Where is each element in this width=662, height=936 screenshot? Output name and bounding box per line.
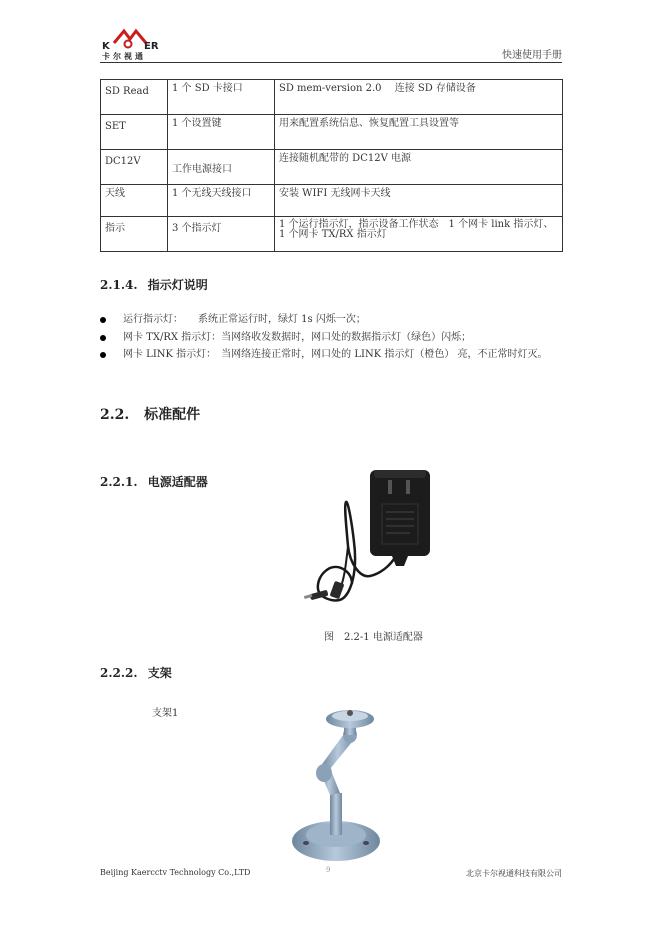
table-cell: 指示 bbox=[101, 217, 168, 252]
figure-caption: 图 2.2-1 电源适配器 bbox=[324, 632, 423, 643]
table-cell: 连接随机配带的 DC12V 电源 bbox=[275, 150, 563, 185]
logo-chinese-text: 卡尔视通 bbox=[102, 52, 146, 61]
table-cell: 1 个无线天线接口 bbox=[168, 185, 275, 217]
table-row bbox=[101, 80, 563, 115]
logo-q-icon bbox=[125, 41, 132, 48]
section-heading-2-2 bbox=[100, 404, 200, 424]
section-heading-2-1-4 bbox=[100, 276, 208, 293]
section-number: 2.2.1. bbox=[100, 475, 138, 489]
bracket-label: 支架1 bbox=[152, 708, 179, 719]
mounting-bracket-icon bbox=[288, 703, 388, 863]
table-cell: SD Read bbox=[101, 80, 168, 115]
bullet-item bbox=[100, 330, 562, 346]
bullet-text: 网卡 LINK 指示灯： 当网络连接正常时，网口处的 LINK 指示灯（橙色） 亮，不正常时灯灭。 bbox=[123, 349, 548, 360]
logo-k: K bbox=[102, 41, 110, 52]
bullet-text: 网卡 TX/RX 指示灯：当网络收发数据时，网口处的数据指示灯（绿色）闪烁； bbox=[123, 332, 472, 343]
bullet-icon bbox=[100, 335, 106, 341]
page-number: 9 bbox=[326, 866, 331, 874]
table-cell: 1 个 SD 卡接口 bbox=[168, 80, 275, 115]
table-cell: DC12V bbox=[101, 150, 168, 185]
interface-table bbox=[100, 79, 563, 252]
section-title: 指示灯说明 bbox=[147, 278, 208, 292]
logo-er: ER bbox=[144, 41, 159, 52]
bullet-icon bbox=[100, 352, 106, 358]
section-title: 标准配件 bbox=[144, 407, 201, 423]
bullet-text: 运行指示灯： 系统正常运行时，绿灯 1s 闪烁一次； bbox=[123, 314, 366, 325]
bullet-icon bbox=[100, 317, 106, 323]
section-number: 2.2. bbox=[100, 407, 130, 423]
table-row bbox=[101, 217, 563, 252]
section-number: 2.2.2. bbox=[100, 666, 138, 680]
table-row bbox=[101, 185, 563, 217]
table-row bbox=[101, 150, 563, 185]
section-heading-2-2-2 bbox=[100, 664, 172, 681]
table-cell: 工作电源接口 bbox=[168, 150, 275, 185]
mounting-bracket-image bbox=[288, 703, 388, 863]
section-heading-2-2-1 bbox=[100, 473, 208, 490]
section-title: 电源适配器 bbox=[147, 475, 208, 489]
table-cell: 1 个运行指示灯，指示设备工作状态 1 个网卡 link 指示灯、1 个网卡 TX/RX 指示灯 bbox=[275, 217, 563, 252]
manual-title: 快速使用手册 bbox=[502, 50, 562, 61]
table-cell: 1 个设置键 bbox=[168, 115, 275, 150]
bullet-item bbox=[100, 347, 562, 363]
bullet-item bbox=[100, 312, 562, 328]
table-cell: SET bbox=[101, 115, 168, 150]
power-adapter-image bbox=[300, 464, 440, 614]
company-logo bbox=[100, 27, 162, 61]
power-adapter-icon bbox=[300, 464, 440, 614]
footer-company-chinese: 北京卡尔视通科技有限公司 bbox=[466, 869, 562, 878]
table-row bbox=[101, 115, 563, 150]
header-divider bbox=[100, 62, 562, 63]
section-number: 2.1.4. bbox=[100, 278, 138, 292]
section-title: 支架 bbox=[147, 666, 172, 680]
footer-company-english: Beijing Kaercctv Technology Co.,LTD bbox=[100, 868, 251, 877]
table-cell: 天线 bbox=[101, 185, 168, 217]
table-cell: 用来配置系统信息、恢复配置工具设置等 bbox=[275, 115, 563, 150]
table-cell: 安装 WIFI 无线网卡天线 bbox=[275, 185, 563, 217]
table-cell: 3 个指示灯 bbox=[168, 217, 275, 252]
table-cell: SD mem-version 2.0 连接 SD 存储设备 bbox=[275, 80, 563, 115]
